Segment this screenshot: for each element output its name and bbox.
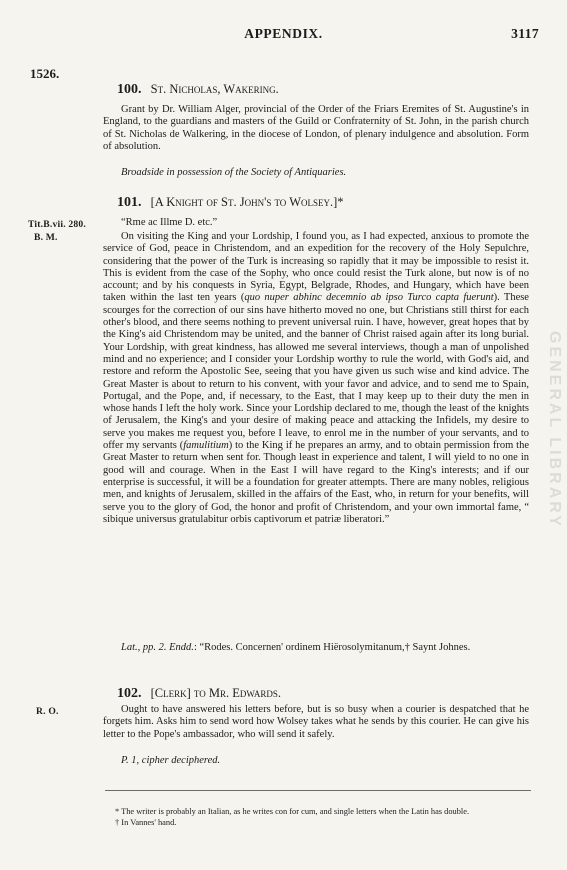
entry-100-source: Broadside in possession of the Society of Antiquaries.: [121, 167, 347, 178]
body-text: ). These scourges for the correction of our sins have hitherto moved no one, but Christians still thirst for each other's blood, and there seems nothing to prevent universal ruin. I have, however, great hopes that by the King's aid Christendom may be united, and the banner of Christ raised again after its long burial. Your Lordship, with great kindness, has allowed me several interviews, though a man of unpolished mind and no experience; and I consider your Lordship worthy to rule the world, with God's aid, and restore and reform the Apostolic See, seeing that you have given us such wise and kind advice. The Great Master is about to return to his convent, with your favor and advice, and to send me to Spain, Portugal, and the Pope, and, if necessary, to the East, that I may keep up to their duty the men in whose hands I left the holy work. Since your Lordship declared to me, though the least of the knights of Jerusalem, the King's and your desire of making peace and attacking the Infidels, my desire to serve you makes me request you, before I leave, to enrol me in the number of your servants, and to offer my servants (: [103, 292, 529, 452]
running-head: [0, 26, 567, 46]
entry-101-salutation: “Rme ac Illme D. etc.”: [121, 217, 218, 228]
entry-100-body: Grant by Dr. William Alger, provincial of the Order of the Friars Eremites of St. Augustine's in England, to the guardians and masters of the Guild or Confraternity of St. John, in the parish church of St. Nicholas de Walkering, in the diocese of London, of plenary indulgence and absolution. Form of absolution.: [103, 104, 529, 152]
entry-title: [A Knight of St. John's to Wolsey.]*: [150, 195, 344, 209]
source-lead: Lat., pp. 2.: [121, 642, 167, 653]
entry-102-source: P. 1, cipher deciphered.: [121, 755, 221, 766]
year-heading: 1526.: [30, 66, 60, 81]
endorsement-label: Endd.: [169, 642, 194, 653]
entry-101-heading: [117, 195, 344, 211]
margin-ref-cotton: Tit.B.vii. 280.: [28, 219, 86, 230]
entry-number: 102.: [117, 686, 142, 701]
body-text: ) to the King if he prepares an army, and to obtain permission from the Great Master to return when sent for. Though least in experience and talent, I will yield to no one in good will and courage. When in the East I will have regard to the King's interests; and if our enterprise is successful, it will be a foundation for greater attempts. There are many nobles, religious men, and knights of Jerusalem, skilled in the affairs of the East, who, in return for your benefits, will serve you to the glory of God, the honor and profit of Christendom, and your own immortal fame, “ sibique universus gratulabitur orbis captivorum et patriæ liberatori.”: [103, 440, 530, 525]
endorsement-text: : “Rodes. Concernen' ordinem Hiërosolymitanum,† Saynt Johnes.: [193, 642, 471, 653]
margin-ref-bm: B. M.: [34, 232, 58, 243]
running-head-title: APPENDIX.: [244, 26, 323, 41]
entry-100-heading: [117, 82, 279, 98]
footnotes: [103, 806, 531, 828]
body-text: On visiting the King and your Lordship, I found you, as I had expected, anxious to promote the service of God, peace in Christendom, and an expedition for the recovery of the Holy Sepulchre, considering that the power of the Turk is increasing so rapidly that it may be impossible to resist it. This is evident from the case of the Sophy, who once could resist the Turk alone, but now is of no account; and by his conquests in Syria, Egypt, Belgrade, Rhodes, and Hungary, which have been taken within the last ten years (: [103, 231, 529, 304]
entry-101-source: [121, 642, 470, 654]
latin-word: famulitium: [183, 440, 229, 452]
margin-ref-ro: R. O.: [36, 706, 59, 717]
footnote-1: * The writer is probably an Italian, as he writes con for cum, and single letters when the Latin has double.: [115, 807, 470, 816]
footnote-rule: [105, 790, 531, 791]
entry-102-heading: [117, 686, 281, 702]
footnote-2: † In Vannes' hand.: [115, 818, 177, 827]
entry-title: [Clerk] to Mr. Edwards.: [150, 686, 282, 700]
latin-phrase: quo nuper abhinc decemnio ab ipso Turco capta fuerunt: [244, 292, 494, 304]
library-watermark: GENERAL LIBRARY: [546, 331, 563, 529]
entry-101-body: [103, 231, 529, 526]
entry-number: 101.: [117, 195, 142, 210]
entry-title: St. Nicholas, Wakering.: [150, 82, 279, 96]
page-number: 3117: [511, 26, 539, 41]
entry-number: 100.: [117, 82, 142, 97]
entry-102-body: Ought to have answered his letters before, but is so busy when a courier is despatched that he forgets him. Asks him to send word how Wolsey takes what he sends by this courier. He can give his letter to the Pope's ambassador, who will send it safely.: [103, 704, 529, 740]
